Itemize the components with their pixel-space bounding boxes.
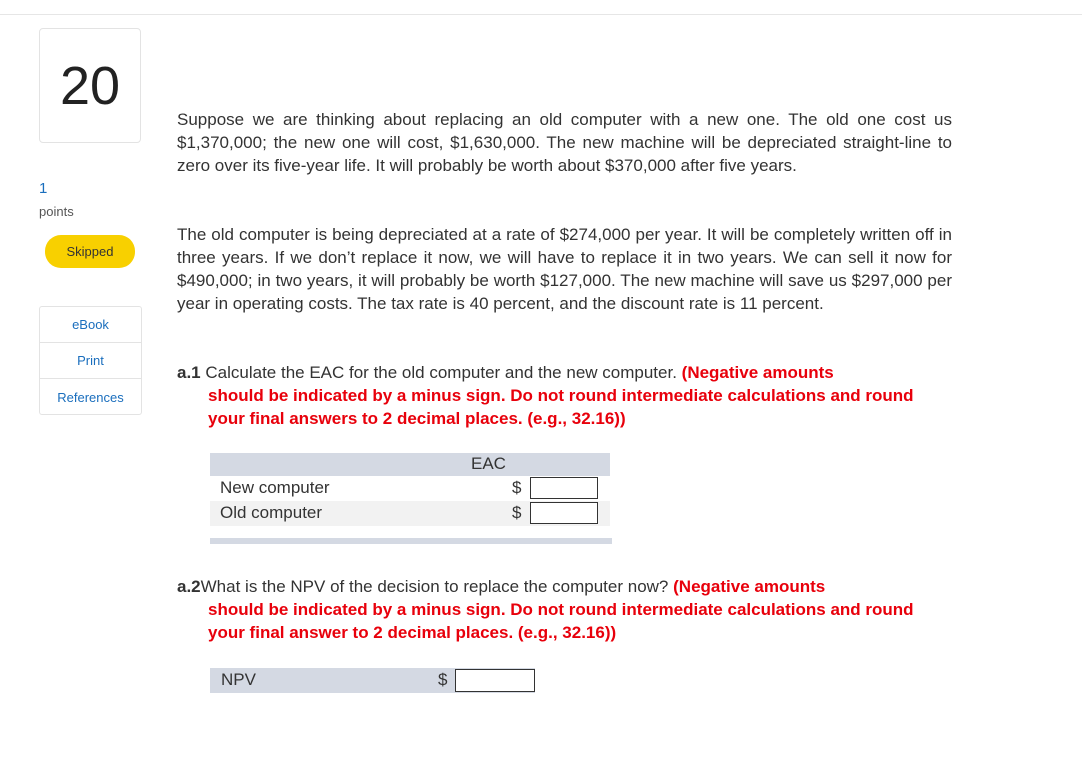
question-number-box (39, 28, 141, 143)
table-row (210, 476, 610, 501)
npv-row (210, 668, 535, 693)
question-paragraph-2: The old computer is being depreciated at a rate of $274,000 per year. It will be completely written off in three years. If we don’t replace it now, we will have to replace it in two years. We can sell it now for $490,000; in two years, it will probably be worth $127,000. The new machine will save us $297,000 per year in operating costs. The tax rate is 40 percent, and the discount rate is 11 percent. (177, 225, 952, 313)
new-computer-eac-input[interactable] (530, 477, 598, 499)
references-link[interactable]: References (57, 389, 124, 405)
part-a1-label: a.1 (177, 363, 201, 382)
npv-label: NPV (221, 670, 256, 689)
table-row (210, 501, 610, 526)
part-a2-instruction: should be indicated by a minus sign. Do not round intermediate calculations and round your final answer to 2 decimal places. (e.g., 32.16)) (208, 600, 914, 642)
ebook-link[interactable]: eBook (40, 307, 141, 343)
points-label: points (39, 204, 74, 219)
eac-table (210, 453, 612, 544)
part-a1-instruction-start: (Negative amounts (681, 363, 834, 382)
new-computer-label: New computer (220, 478, 330, 497)
part-a2-instruction-start: (Negative amounts (673, 577, 826, 596)
part-a1-text: Calculate the EAC for the old computer and the new computer. (205, 363, 677, 382)
part-a1-prompt (177, 361, 952, 430)
currency-symbol: $ (512, 478, 522, 497)
part-a2-prompt (177, 575, 952, 644)
print-link[interactable]: Print (40, 343, 141, 379)
top-divider (0, 14, 1082, 15)
currency-symbol: $ (438, 670, 448, 689)
question-paragraph-1: Suppose we are thinking about replacing an old computer with a new one. The old one cost us $1,370,000; the new one will cost, $1,630,000. The new machine will be depreciated straight-line to zero over its five-year life. It will probably be worth about $370,000 after five years. (177, 110, 952, 175)
old-computer-label: Old computer (220, 503, 323, 522)
status-badge: Skipped (45, 235, 135, 268)
eac-column-header: EAC (471, 454, 506, 473)
currency-symbol: $ (512, 503, 522, 522)
part-a2-label: a.2 (177, 577, 201, 596)
part-a1-instruction: should be indicated by a minus sign. Do not round intermediate calculations and round your final answers to 2 decimal places. (e.g., 32.16)) (208, 386, 914, 428)
npv-input[interactable] (455, 669, 535, 692)
part-a2-text: What is the NPV of the decision to replace the computer now? (200, 577, 669, 596)
eac-table-footer (210, 538, 612, 544)
resources-panel (39, 306, 142, 415)
eac-table-header (210, 453, 610, 476)
old-computer-eac-input[interactable] (530, 502, 598, 524)
points-value: 1 (39, 180, 48, 197)
question-number: 20 (59, 55, 121, 116)
